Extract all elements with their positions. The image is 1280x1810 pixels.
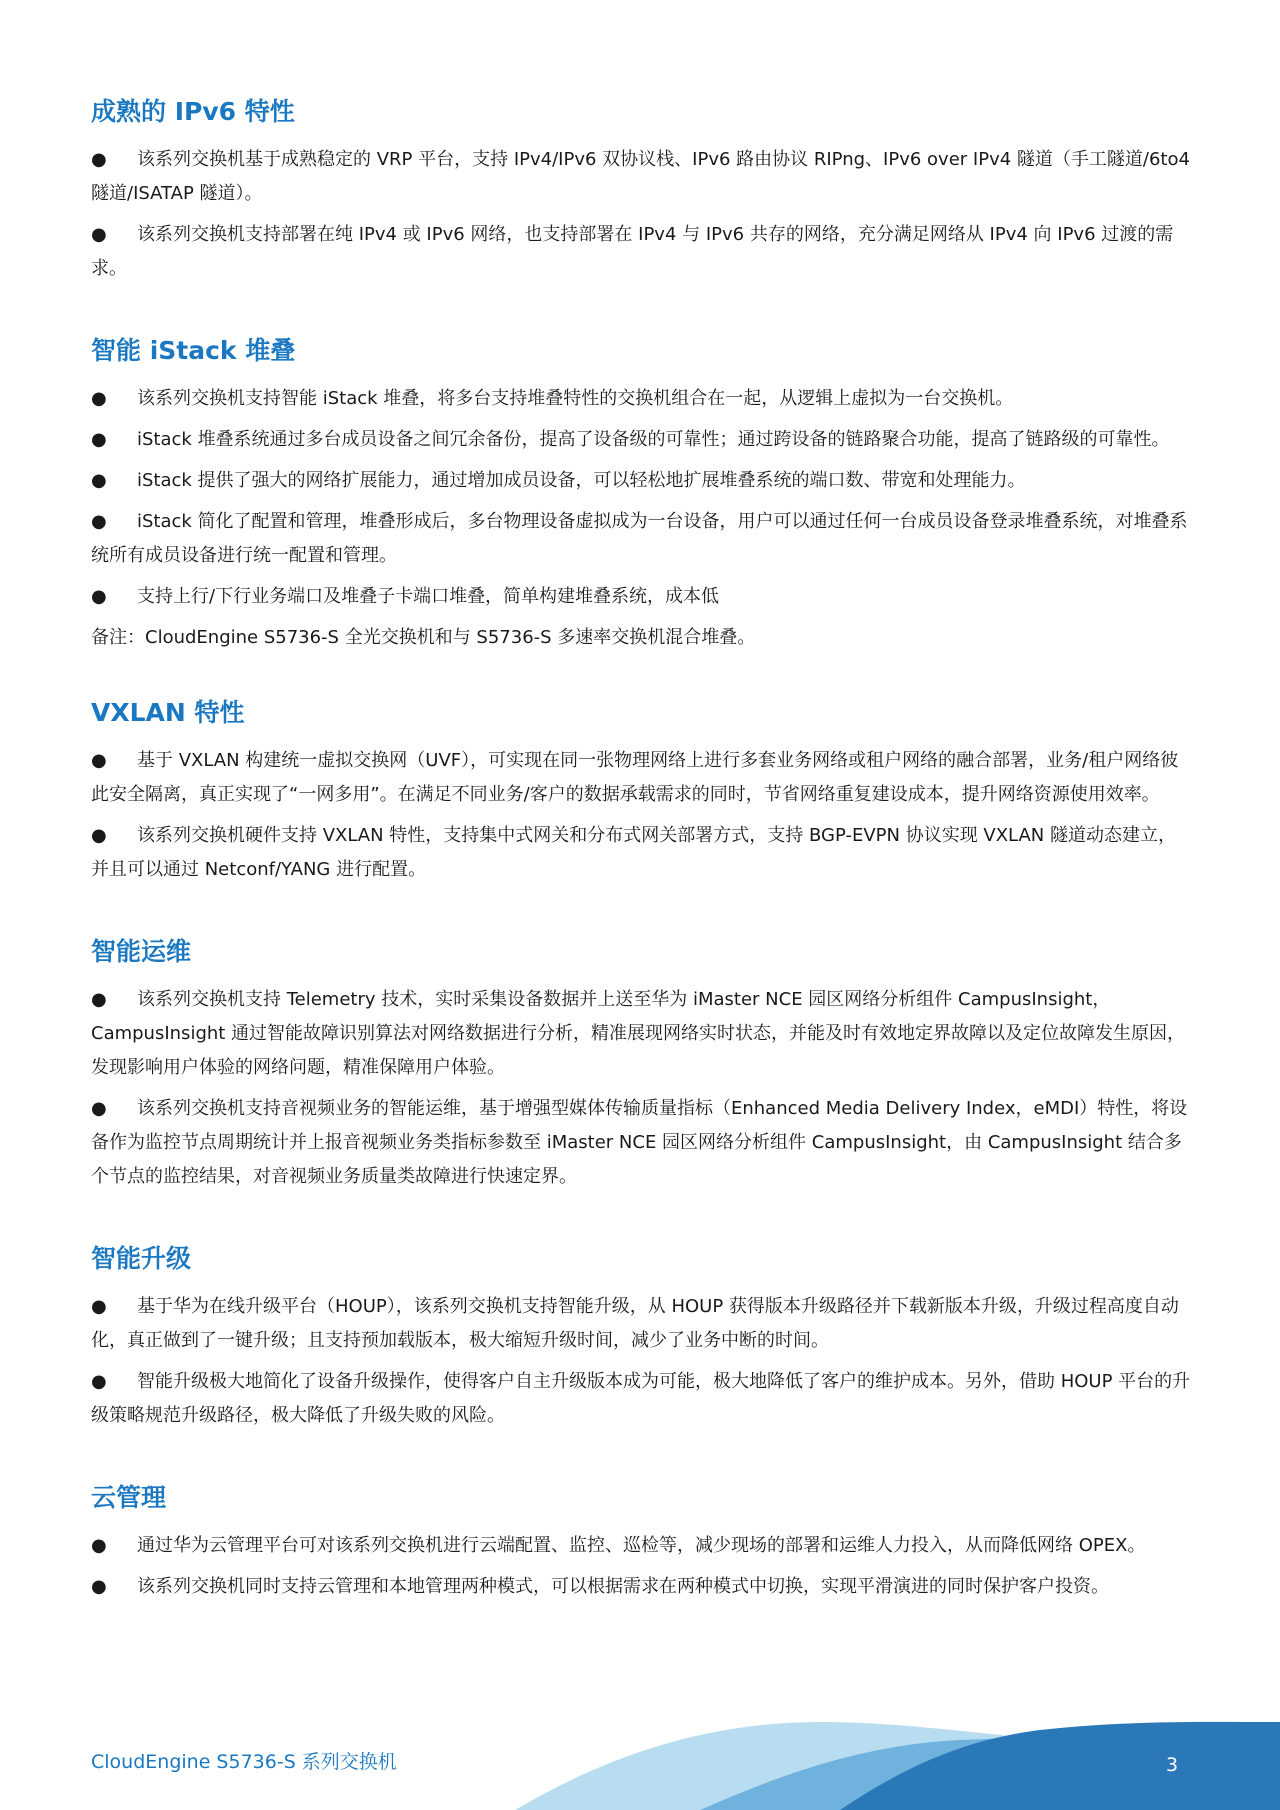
section-heading: 云管理 — [91, 1483, 167, 1512]
bullet-icon: ● — [91, 1576, 107, 1597]
bullet-icon: ● — [91, 1371, 107, 1392]
bullet-text: iStack 提供了强大的网络扩展能力，通过增加成员设备，可以轻松地扩展堆叠系统的端口数、带宽和处理能力。 — [137, 470, 1026, 491]
bullet-text: 基于 VXLAN 构建统一虚拟交换网（UVF），可实现在同一张物理网络上进行多套业务网络或租户网络的融合部署，业务/租户网络彼此安全隔离，真正实现了“一网多用”。在满足不同业务/客户的数据承载需求的同时，节省网络重复建设成本，提升网络资源使用效率。 — [91, 750, 1179, 805]
page-number: 3 — [1166, 1754, 1179, 1776]
section-heading: VXLAN 特性 — [91, 698, 245, 727]
list-item — [91, 464, 1191, 498]
section-smart-upgrade — [91, 1239, 1191, 1433]
bullet-icon: ● — [91, 1296, 107, 1317]
bullet-text: 通过华为云管理平台可对该系列交换机进行云端配置、监控、巡检等，减少现场的部署和运维人力投入，从而降低网络 OPEX。 — [137, 1535, 1146, 1556]
bullet-text: 该系列交换机基于成熟稳定的 VRP 平台，支持 IPv4/IPv6 双协议栈、IPv6 路由协议 RIPng、IPv6 over IPv4 隧道（手工隧道/6to4 隧道/ISATAP 隧道）。 — [91, 149, 1190, 204]
section-heading: 智能运维 — [91, 937, 192, 966]
bullet-text: 智能升级极大地简化了设备升级操作，使得客户自主升级版本成为可能，极大地降低了客户的维护成本。另外，借助 HOUP 平台的升级策略规范升级路径，极大降低了升级失败的风险。 — [91, 1371, 1191, 1426]
list-item — [91, 1092, 1191, 1194]
list-item — [91, 1290, 1191, 1358]
bullet-icon: ● — [91, 825, 107, 846]
bullet-text: 该系列交换机支持音视频业务的智能运维，基于增强型媒体传输质量指标（Enhanced Media Delivery Index，eMDI）特性，将设备作为监控节点周期统计并上报音视频业务类指标参数至 iMaster NCE 园区网络分析组件 CampusInsight，由 CampusInsight 结合多个节点的监控结果，对音视频业务质量类故障进行快速定界。 — [91, 1098, 1188, 1187]
list-item — [91, 744, 1191, 812]
list-item — [91, 580, 1191, 614]
section-heading: 成熟的 IPv6 特性 — [91, 97, 295, 126]
bullet-icon: ● — [91, 586, 107, 607]
bullet-text: 该系列交换机支持 Telemetry 技术，实时采集设备数据并上送至华为 iMaster NCE 园区网络分析组件 CampusInsight，CampusInsight 通过智能故障识别算法对网络数据进行分析，精准展现网络实时状态，并能及时有效地定界故障以及定位故障发生原因，发现影响用户体验的网络问题，精准保障用户体验。 — [91, 989, 1186, 1078]
bullet-text: iStack 堆叠系统通过多台成员设备之间冗余备份，提高了设备级的可靠性；通过跨设备的链路聚合功能，提高了链路级的可靠性。 — [137, 429, 1170, 450]
bullet-icon: ● — [91, 149, 107, 170]
bullet-text: 基于华为在线升级平台（HOUP），该系列交换机支持智能升级，从 HOUP 获得版本升级路径并下载新版本升级，升级过程高度自动化，真正做到了一键升级；且支持预加载版本，极大缩短升级时间，减少了业务中断的时间。 — [91, 1296, 1179, 1351]
list-item — [91, 983, 1191, 1085]
bullet-icon: ● — [91, 388, 107, 409]
page-body — [91, 92, 1191, 1611]
section-ipv6 — [91, 92, 1191, 286]
list-item — [91, 423, 1191, 457]
section-vxlan — [91, 693, 1191, 887]
list-item — [91, 1529, 1191, 1563]
section-heading: 智能升级 — [91, 1244, 192, 1273]
bullet-icon: ● — [91, 511, 107, 532]
section-cloud-management — [91, 1478, 1191, 1604]
bullet-text: 该系列交换机支持智能 iStack 堆叠，将多台支持堆叠特性的交换机组合在一起，从逻辑上虚拟为一台交换机。 — [137, 388, 1014, 409]
section-heading: 智能 iStack 堆叠 — [91, 336, 296, 365]
bullet-text: 支持上行/下行业务端口及堆叠子卡端口堆叠，简单构建堆叠系统，成本低 — [137, 586, 720, 607]
list-item — [91, 218, 1191, 286]
list-item — [91, 382, 1191, 416]
page-footer — [0, 1700, 1280, 1810]
bullet-icon: ● — [91, 429, 107, 450]
list-item — [91, 1365, 1191, 1433]
section-smart-ops — [91, 932, 1191, 1194]
bullet-text: 该系列交换机支持部署在纯 IPv4 或 IPv6 网络，也支持部署在 IPv4 与 IPv6 共存的网络，充分满足网络从 IPv4 向 IPv6 过渡的需求。 — [91, 224, 1174, 279]
bullet-icon: ● — [91, 470, 107, 491]
bullet-text: 该系列交换机同时支持云管理和本地管理两种模式，可以根据需求在两种模式中切换，实现平滑演进的同时保护客户投资。 — [137, 1576, 1109, 1597]
bullet-icon: ● — [91, 989, 107, 1010]
section-istack — [91, 331, 1191, 655]
list-item — [91, 505, 1191, 573]
bullet-icon: ● — [91, 224, 107, 245]
stacking-note: 备注：CloudEngine S5736-S 全光交换机和与 S5736-S 多速率交换机混合堆叠。 — [91, 627, 756, 648]
bullet-icon: ● — [91, 1535, 107, 1556]
bullet-text: 该系列交换机硬件支持 VXLAN 特性，支持集中式网关和分布式网关部署方式，支持 BGP-EVPN 协议实现 VXLAN 隧道动态建立，并且可以通过 Netconf/YANG 进行配置。 — [91, 825, 1176, 880]
list-item — [91, 143, 1191, 211]
bullet-icon: ● — [91, 750, 107, 771]
bullet-text: iStack 简化了配置和管理，堆叠形成后，多台物理设备虚拟成为一台设备，用户可以通过任何一台成员设备登录堆叠系统，对堆叠系统所有成员设备进行统一配置和管理。 — [91, 511, 1188, 566]
list-item — [91, 1570, 1191, 1604]
list-item — [91, 819, 1191, 887]
footer-product-title: CloudEngine S5736-S 系列交换机 — [91, 1751, 397, 1773]
bullet-icon: ● — [91, 1098, 107, 1119]
